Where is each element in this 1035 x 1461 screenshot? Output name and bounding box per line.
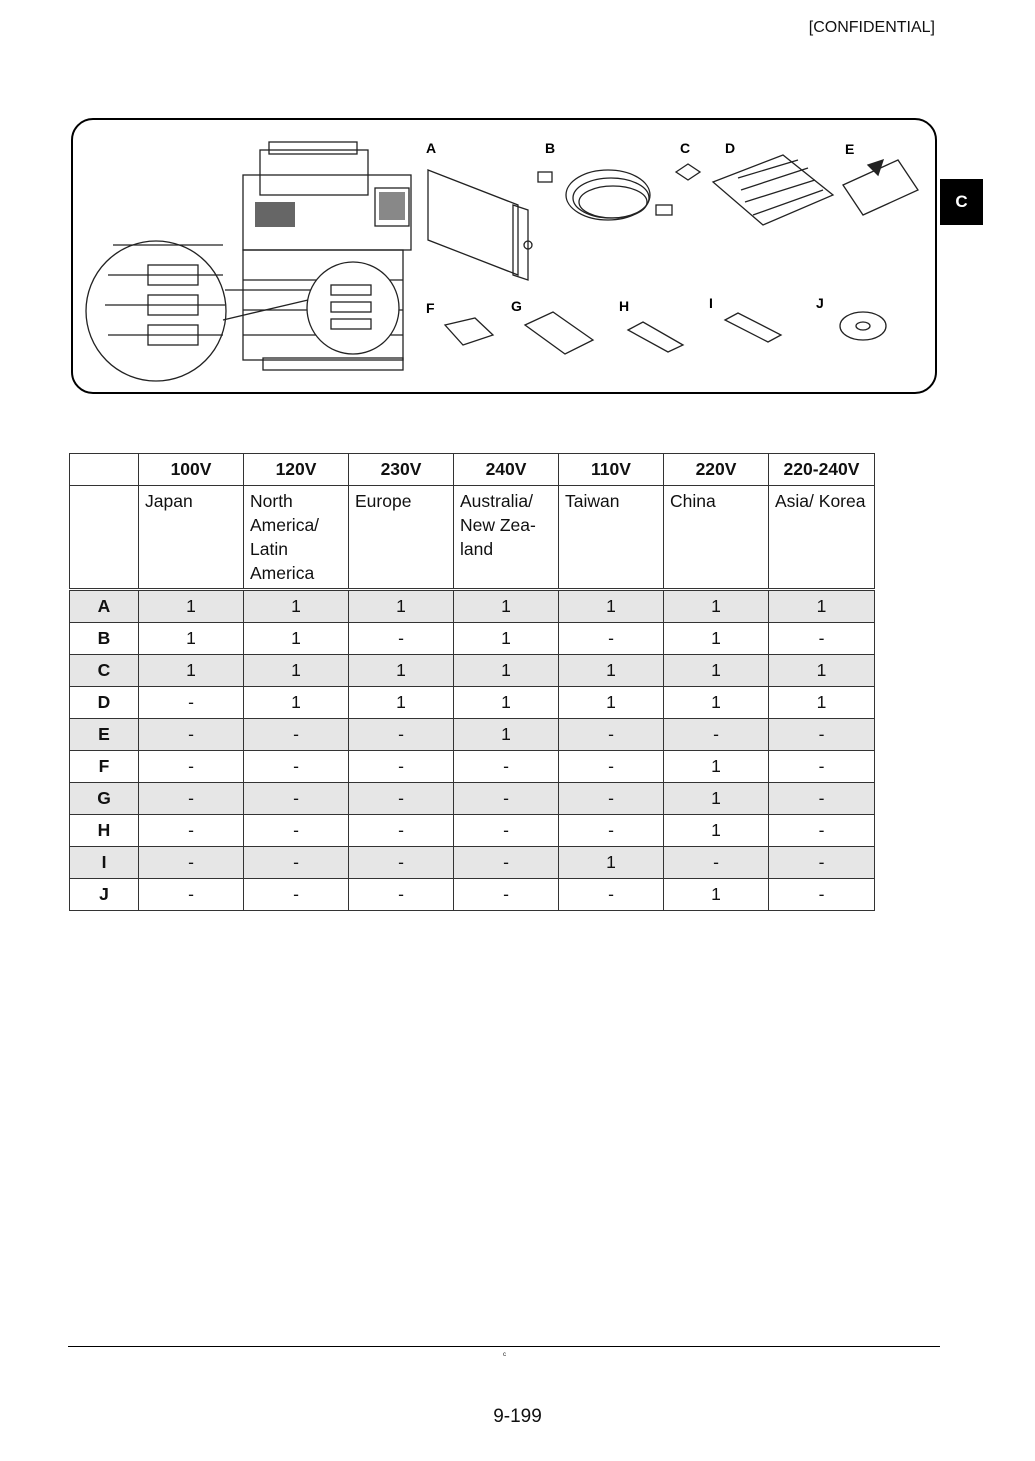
region-header: Australia/ New Zea-land	[454, 486, 559, 590]
region-header: Japan	[139, 486, 244, 590]
table-cell: 1	[349, 687, 454, 719]
voltage-header: 100V	[139, 454, 244, 486]
region-header	[70, 486, 139, 590]
table-row	[70, 751, 875, 783]
table-cell: -	[139, 879, 244, 911]
table-cell: -	[139, 815, 244, 847]
row-label: H	[70, 815, 139, 847]
table-cell: -	[769, 783, 875, 815]
label-e: E	[845, 141, 855, 157]
table-cell: -	[139, 719, 244, 751]
voltage-header: 120V	[244, 454, 349, 486]
table-cell: 1	[769, 655, 875, 687]
voltage-header: 110V	[559, 454, 664, 486]
table-cell: -	[559, 623, 664, 655]
footer-mark: c	[503, 1352, 506, 1358]
table-cell: -	[139, 751, 244, 783]
table-cell: -	[454, 751, 559, 783]
table-cell: -	[769, 719, 875, 751]
row-label: J	[70, 879, 139, 911]
table-cell: -	[454, 879, 559, 911]
region-header: China	[664, 486, 769, 590]
row-label: G	[70, 783, 139, 815]
table-cell: 1	[244, 590, 349, 623]
table-row	[70, 879, 875, 911]
table-cell: 1	[454, 623, 559, 655]
table-cell: -	[244, 783, 349, 815]
table-cell: -	[349, 751, 454, 783]
table-row	[70, 815, 875, 847]
table-cell: -	[349, 879, 454, 911]
table-cell: -	[349, 815, 454, 847]
table-cell: 1	[664, 815, 769, 847]
region-header: North America/ Latin America	[244, 486, 349, 590]
illustration-drawing	[73, 120, 939, 396]
table-cell: 1	[454, 719, 559, 751]
region-header: Europe	[349, 486, 454, 590]
table-cell: -	[349, 847, 454, 879]
table-cell: -	[559, 783, 664, 815]
table-row	[70, 847, 875, 879]
page-number: 9-199	[493, 1406, 542, 1427]
table-row	[70, 590, 875, 623]
parts-illustration	[71, 118, 937, 394]
label-f: F	[426, 300, 435, 316]
table-row	[70, 687, 875, 719]
table-cell: 1	[664, 783, 769, 815]
voltage-header	[70, 454, 139, 486]
table-cell: 1	[559, 655, 664, 687]
table-cell: -	[454, 815, 559, 847]
row-label: F	[70, 751, 139, 783]
table-cell: 1	[454, 655, 559, 687]
table-cell: 1	[349, 590, 454, 623]
section-tab-c[interactable]: C	[940, 179, 983, 225]
voltage-header: 220V	[664, 454, 769, 486]
row-label: B	[70, 623, 139, 655]
table-cell: 1	[664, 879, 769, 911]
row-label: D	[70, 687, 139, 719]
table-cell: -	[349, 623, 454, 655]
region-header: Taiwan	[559, 486, 664, 590]
table-cell: 1	[664, 655, 769, 687]
table-cell: 1	[139, 590, 244, 623]
table-cell: -	[769, 751, 875, 783]
table-row	[70, 719, 875, 751]
table-cell: -	[664, 847, 769, 879]
table-cell: 1	[454, 590, 559, 623]
table-cell: -	[139, 847, 244, 879]
table-cell: -	[769, 879, 875, 911]
table-cell: 1	[244, 623, 349, 655]
footer-rule	[68, 1346, 940, 1347]
table-cell: -	[139, 783, 244, 815]
confidential-label: [CONFIDENTIAL]	[808, 19, 935, 36]
voltage-header: 240V	[454, 454, 559, 486]
label-d: D	[725, 140, 736, 156]
region-header-row	[70, 486, 875, 590]
table-cell: -	[349, 783, 454, 815]
voltage-header-row	[70, 454, 875, 486]
table-cell: -	[244, 847, 349, 879]
table-cell: 1	[664, 590, 769, 623]
label-j: J	[816, 295, 824, 311]
table-cell: -	[349, 719, 454, 751]
table-cell: -	[769, 623, 875, 655]
table-row	[70, 655, 875, 687]
table-cell: 1	[664, 751, 769, 783]
table-cell: 1	[559, 590, 664, 623]
table-cell: -	[139, 687, 244, 719]
table-cell: 1	[559, 687, 664, 719]
row-label: I	[70, 847, 139, 879]
table-cell: -	[664, 719, 769, 751]
label-b: B	[545, 140, 556, 156]
voltage-header: 220-240V	[769, 454, 875, 486]
table-cell: 1	[769, 590, 875, 623]
table-cell: -	[769, 815, 875, 847]
label-g: G	[511, 298, 522, 314]
row-label: E	[70, 719, 139, 751]
row-label: A	[70, 590, 139, 623]
table-cell: -	[559, 719, 664, 751]
table-row	[70, 623, 875, 655]
table-cell: -	[244, 751, 349, 783]
table-cell: -	[559, 751, 664, 783]
table-cell: -	[244, 719, 349, 751]
table-cell: 1	[559, 847, 664, 879]
label-i: I	[709, 295, 713, 311]
table-cell: 1	[139, 655, 244, 687]
table-cell: 1	[454, 687, 559, 719]
table-cell: 1	[244, 655, 349, 687]
table-cell: -	[244, 879, 349, 911]
table-cell: -	[244, 815, 349, 847]
table-cell: 1	[769, 687, 875, 719]
label-h: H	[619, 298, 630, 314]
table-cell: 1	[664, 687, 769, 719]
label-c: C	[680, 140, 691, 156]
table-cell: -	[559, 879, 664, 911]
table-cell: 1	[139, 623, 244, 655]
table-cell: -	[559, 815, 664, 847]
region-header: Asia/ Korea	[769, 486, 875, 590]
table-cell: 1	[664, 623, 769, 655]
voltage-header: 230V	[349, 454, 454, 486]
table-cell: -	[769, 847, 875, 879]
table-cell: 1	[244, 687, 349, 719]
parts-table-body	[70, 590, 875, 911]
table-cell: -	[454, 783, 559, 815]
parts-table	[69, 453, 875, 911]
row-label: C	[70, 655, 139, 687]
table-cell: 1	[349, 655, 454, 687]
label-a: A	[426, 140, 437, 156]
table-row	[70, 783, 875, 815]
table-cell: -	[454, 847, 559, 879]
